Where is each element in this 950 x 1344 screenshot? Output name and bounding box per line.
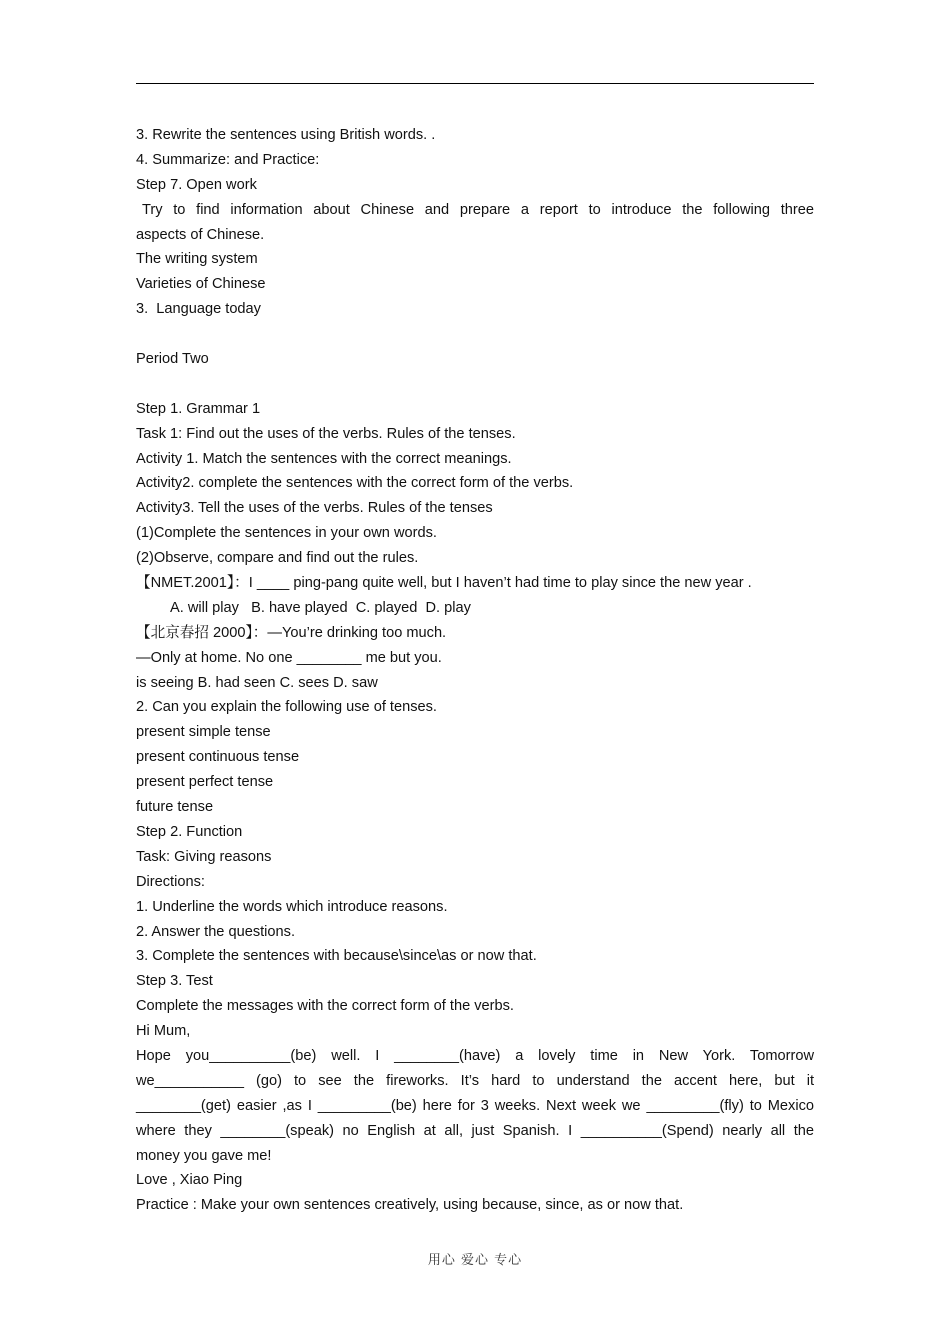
- exam-question: 【北京春招 2000】：—You’re drinking too much.: [136, 624, 447, 641]
- text-line: 3. Rewrite the sentences using British words. .: [136, 127, 436, 143]
- period-heading: Period Two: [136, 351, 209, 368]
- text-line-justified: ________(get) easier ,as I _________(be) here for 3 weeks. Next week we _________(fly) to Mexico: [136, 1097, 814, 1114]
- section-heading: Step 3. Test: [136, 973, 213, 990]
- text-line: 4. Summarize: and Practice:: [136, 151, 320, 168]
- text-line: —Only at home. No one ________ me but you.: [136, 649, 442, 666]
- list-item: 3. Complete the sentences with because\since\as or now that.: [136, 948, 537, 965]
- section-heading: Step 7. Open work: [136, 176, 257, 193]
- text-line: Activity2. complete the sentences with the correct form of the verbs.: [136, 475, 574, 492]
- letter-greeting: Hi Mum,: [136, 1023, 191, 1040]
- list-item: present perfect tense: [136, 774, 274, 791]
- document-body: [136, 123, 814, 1218]
- answer-options: A. will play B. have played C. played D. play: [170, 599, 471, 616]
- list-item: 1. Underline the words which introduce reasons.: [136, 898, 448, 915]
- page-footer: 用心 爱心 专心: [427, 1253, 523, 1268]
- section-heading: Step 1. Grammar 1: [136, 400, 261, 417]
- text-line: Directions:: [136, 873, 205, 890]
- answer-options: is seeing B. had seen C. sees D. saw: [136, 674, 378, 691]
- text-line: Activity3. Tell the uses of the verbs. Rules of the tenses: [136, 500, 493, 517]
- list-item: present continuous tense: [136, 749, 300, 766]
- text-line-justified: where they ________(speak) no English at all, just Spanish. I __________(Spend) nearly all the: [136, 1122, 814, 1139]
- exam-question: 【NMET.2001】：I ____ ping-pang quite well, but I haven’t had time to play since the new year .: [136, 575, 752, 592]
- list-item: 3. Language today: [136, 301, 261, 318]
- list-item: The writing system: [136, 251, 258, 268]
- blank-line: [136, 322, 814, 347]
- list-item: present simple tense: [136, 724, 271, 741]
- text-line: (2)Observe, compare and find out the rules.: [136, 550, 419, 567]
- text-line: Activity 1. Match the sentences with the correct meanings.: [136, 450, 512, 467]
- text-line: (1)Complete the sentences in your own words.: [136, 525, 437, 542]
- text-line: 2. Can you explain the following use of tenses.: [136, 699, 437, 716]
- text-line: Task: Giving reasons: [136, 848, 272, 865]
- header-rule: [136, 83, 814, 84]
- list-item: Varieties of Chinese: [136, 276, 266, 293]
- text-line: Task 1: Find out the uses of the verbs. Rules of the tenses.: [136, 425, 516, 442]
- text-line: Complete the messages with the correct form of the verbs.: [136, 998, 514, 1015]
- text-line-justified: Try to find information about Chinese and prepare a report to introduce the following three: [142, 201, 814, 218]
- blank-line: [136, 372, 814, 397]
- text-line: money you gave me!: [136, 1147, 272, 1164]
- list-item: future tense: [136, 799, 214, 816]
- letter-signoff: Love , Xiao Ping: [136, 1172, 243, 1189]
- text-line: Practice : Make your own sentences creatively, using because, since, as or now that.: [136, 1197, 684, 1214]
- section-heading: Step 2. Function: [136, 823, 243, 840]
- text-line: aspects of Chinese.: [136, 226, 265, 243]
- text-line-justified: Hope you__________(be) well. I ________(have) a lovely time in New York. Tomorrow: [136, 1047, 814, 1064]
- text-line-justified: we___________ (go) to see the fireworks. It’s hard to understand the accent here, but it: [136, 1072, 814, 1089]
- list-item: 2. Answer the questions.: [136, 923, 296, 940]
